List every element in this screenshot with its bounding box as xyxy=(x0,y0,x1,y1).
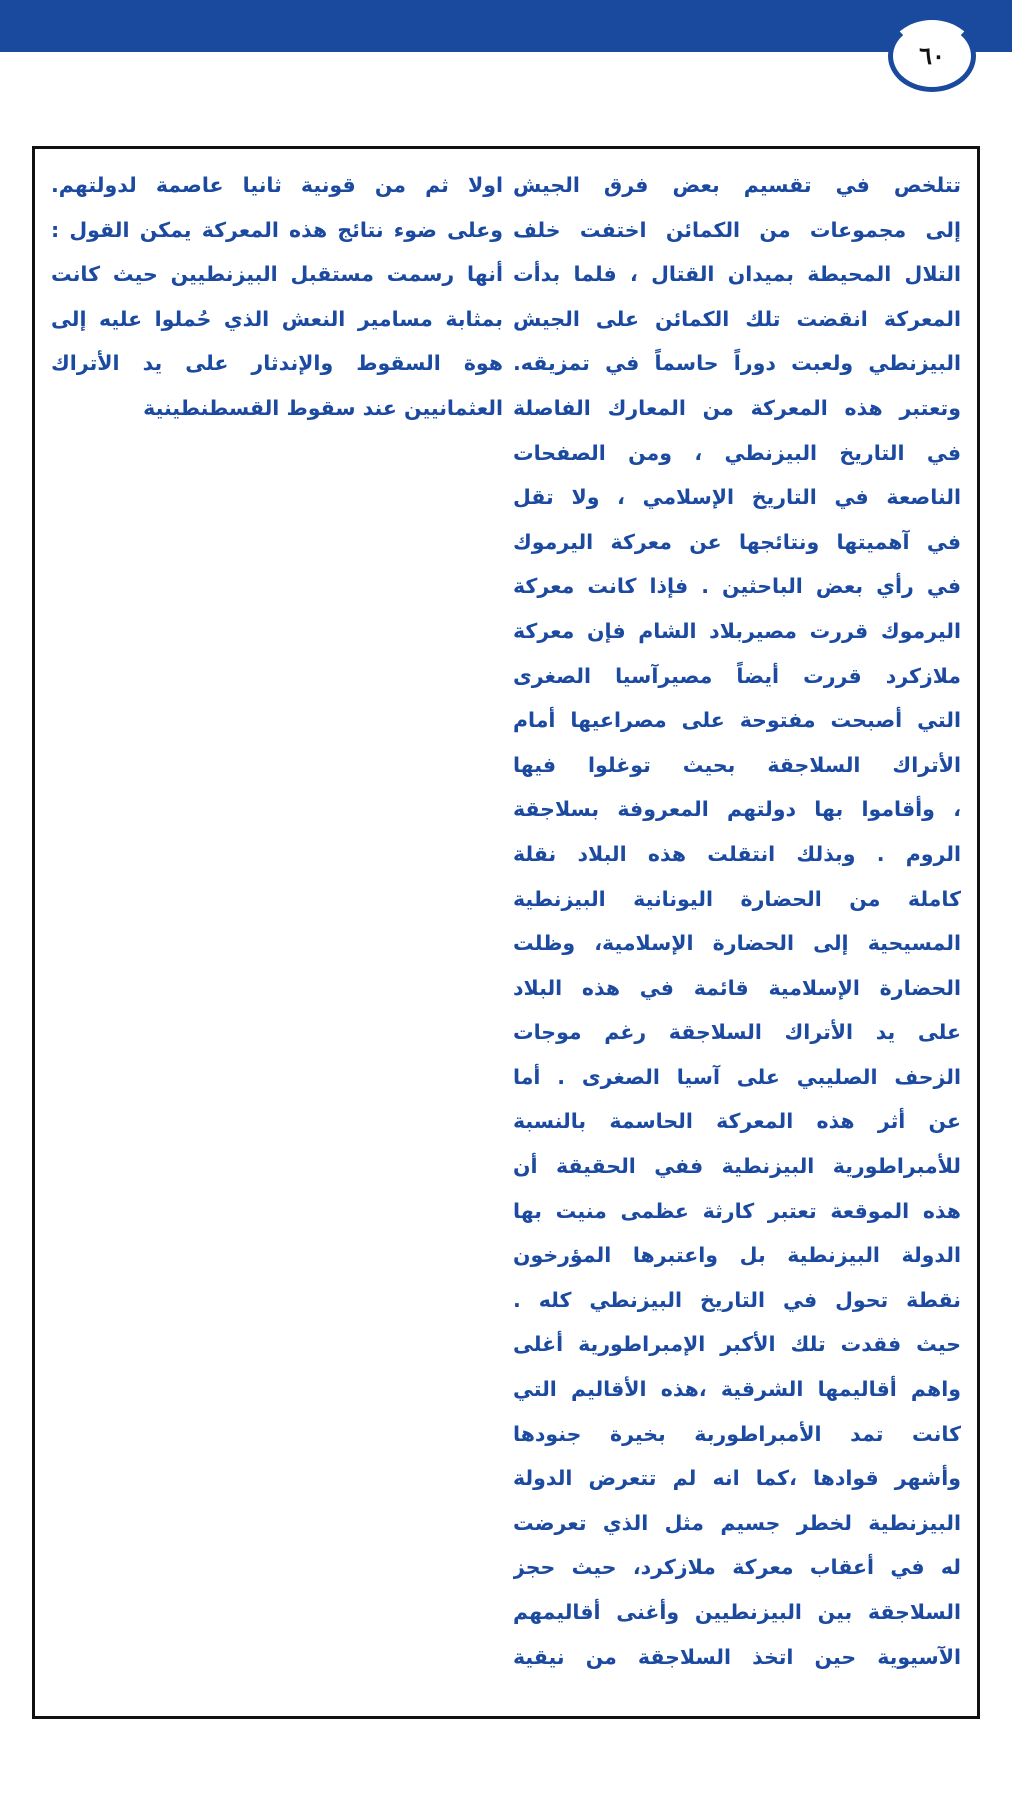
text-line: كانت تمد الأمبراطوربة بخيرة جنودها xyxy=(513,1421,961,1446)
text-line: أنها رسمت مستقبل البيزنطيين حيث كانت xyxy=(51,262,503,287)
text-line: البيزنطية لخطر جسيم مثل الذي تعرضت xyxy=(513,1510,961,1535)
text-line: السلاجقة بين البيزنطيين وأغنى أقاليمهم xyxy=(513,1600,961,1624)
text-line: الناصعة في التاريخ الإسلامي ، ولا تقل xyxy=(513,485,961,510)
text-line: كاملة من الحضارة اليونانية البيزنطية xyxy=(513,886,961,911)
text-line: في آهميتها ونتائجها عن معركة اليرموك xyxy=(513,529,961,554)
page-number: ٦٠ xyxy=(919,41,945,70)
text-line: وعلى ضوء نتائج هذه المعركة يمكن القول : xyxy=(51,217,503,242)
text-line: ، وأقاموا بها دولتهم المعروفة بسلاجقة xyxy=(513,797,961,822)
text-line: واهم أقاليمها الشرقية ،هذه الأقاليم التي xyxy=(513,1377,961,1402)
text-column-left xyxy=(51,163,503,431)
text-line: الروم . وبذلك انتقلت هذه البلاد نقلة xyxy=(513,841,961,866)
text-line: البيزنطي ولعبت دوراً حاسماً في تمزيقه. xyxy=(513,351,961,376)
text-line: بمثابة مسامير النعش الذي حُملوا عليه إلى xyxy=(51,306,503,331)
text-line: وتعتبر هذه المعركة من المعارك الفاصلة xyxy=(513,395,961,420)
text-line: تتلخص في تقسيم بعض فرق الجيش xyxy=(513,173,961,197)
text-line: المسيحية إلى الحضارة الإسلامية، وظلت xyxy=(513,931,961,956)
text-line: في رأي بعض الباحثين . فإذا كانت معركة xyxy=(513,574,961,599)
text-line: في التاريخ البيزنطي ، ومن الصفحات xyxy=(513,440,961,465)
text-line: نقطة تحول في التاريخ البيزنطي كله . xyxy=(513,1287,961,1312)
page-number-badge xyxy=(888,20,976,92)
text-line: على يد الأتراك السلاجقة رغم موجات xyxy=(513,1020,961,1045)
text-line: الزحف الصليبي على آسيا الصغرى . أما xyxy=(513,1064,961,1089)
text-column-right xyxy=(513,163,961,1679)
text-line: هوة السقوط والإندثار على يد الأتراك xyxy=(51,351,503,376)
text-frame xyxy=(32,146,980,1719)
text-line: الآسيوية حين اتخذ السلاجقة من نيقية xyxy=(513,1644,961,1669)
text-line: إلى مجموعات من الكمائن اختفت خلف xyxy=(513,217,961,242)
text-line: التي أصبحت مفتوحة على مصراعيها أمام xyxy=(513,708,961,733)
text-line: الدولة البيزنطية بل واعتبرها المؤرخون xyxy=(513,1243,961,1268)
text-line: له في أعقاب معركة ملازكرد، حيث حجز xyxy=(513,1555,961,1580)
text-line: عن أثر هذه المعركة الحاسمة بالنسبة xyxy=(513,1109,961,1134)
text-line: وأشهر قوادها ،كما انه لم تتعرض الدولة xyxy=(513,1466,961,1491)
text-line: الحضارة الإسلامية قائمة في هذه البلاد xyxy=(513,975,961,1000)
text-line: التلال المحيطة بميدان القتال ، فلما بدأت xyxy=(513,262,961,287)
text-line: اليرموك قررت مصيربلاد الشام فإن معركة xyxy=(513,618,961,643)
text-line: الأتراك السلاجقة بحيث توغلوا فيها xyxy=(513,752,961,777)
header-band xyxy=(0,0,1012,52)
text-line: اولا ثم من قونية ثانيا عاصمة لدولتهم. xyxy=(51,173,503,197)
text-line: المعركة انقضت تلك الكمائن على الجيش xyxy=(513,306,961,331)
text-line: هذه الموقعة تعتبر كارثة عظمى منيت بها xyxy=(513,1198,961,1223)
text-line: للأمبراطورية البيزنطية ففي الحقيقة أن xyxy=(513,1154,961,1179)
text-line: حيث فقدت تلك الأكبر الإمبراطورية أغلى xyxy=(513,1332,961,1357)
text-line: ملازكرد قررت أيضاً مصيرآسيا الصغرى xyxy=(513,663,961,688)
text-line: العثمانيين عند سقوط القسطنطينية xyxy=(143,395,503,420)
